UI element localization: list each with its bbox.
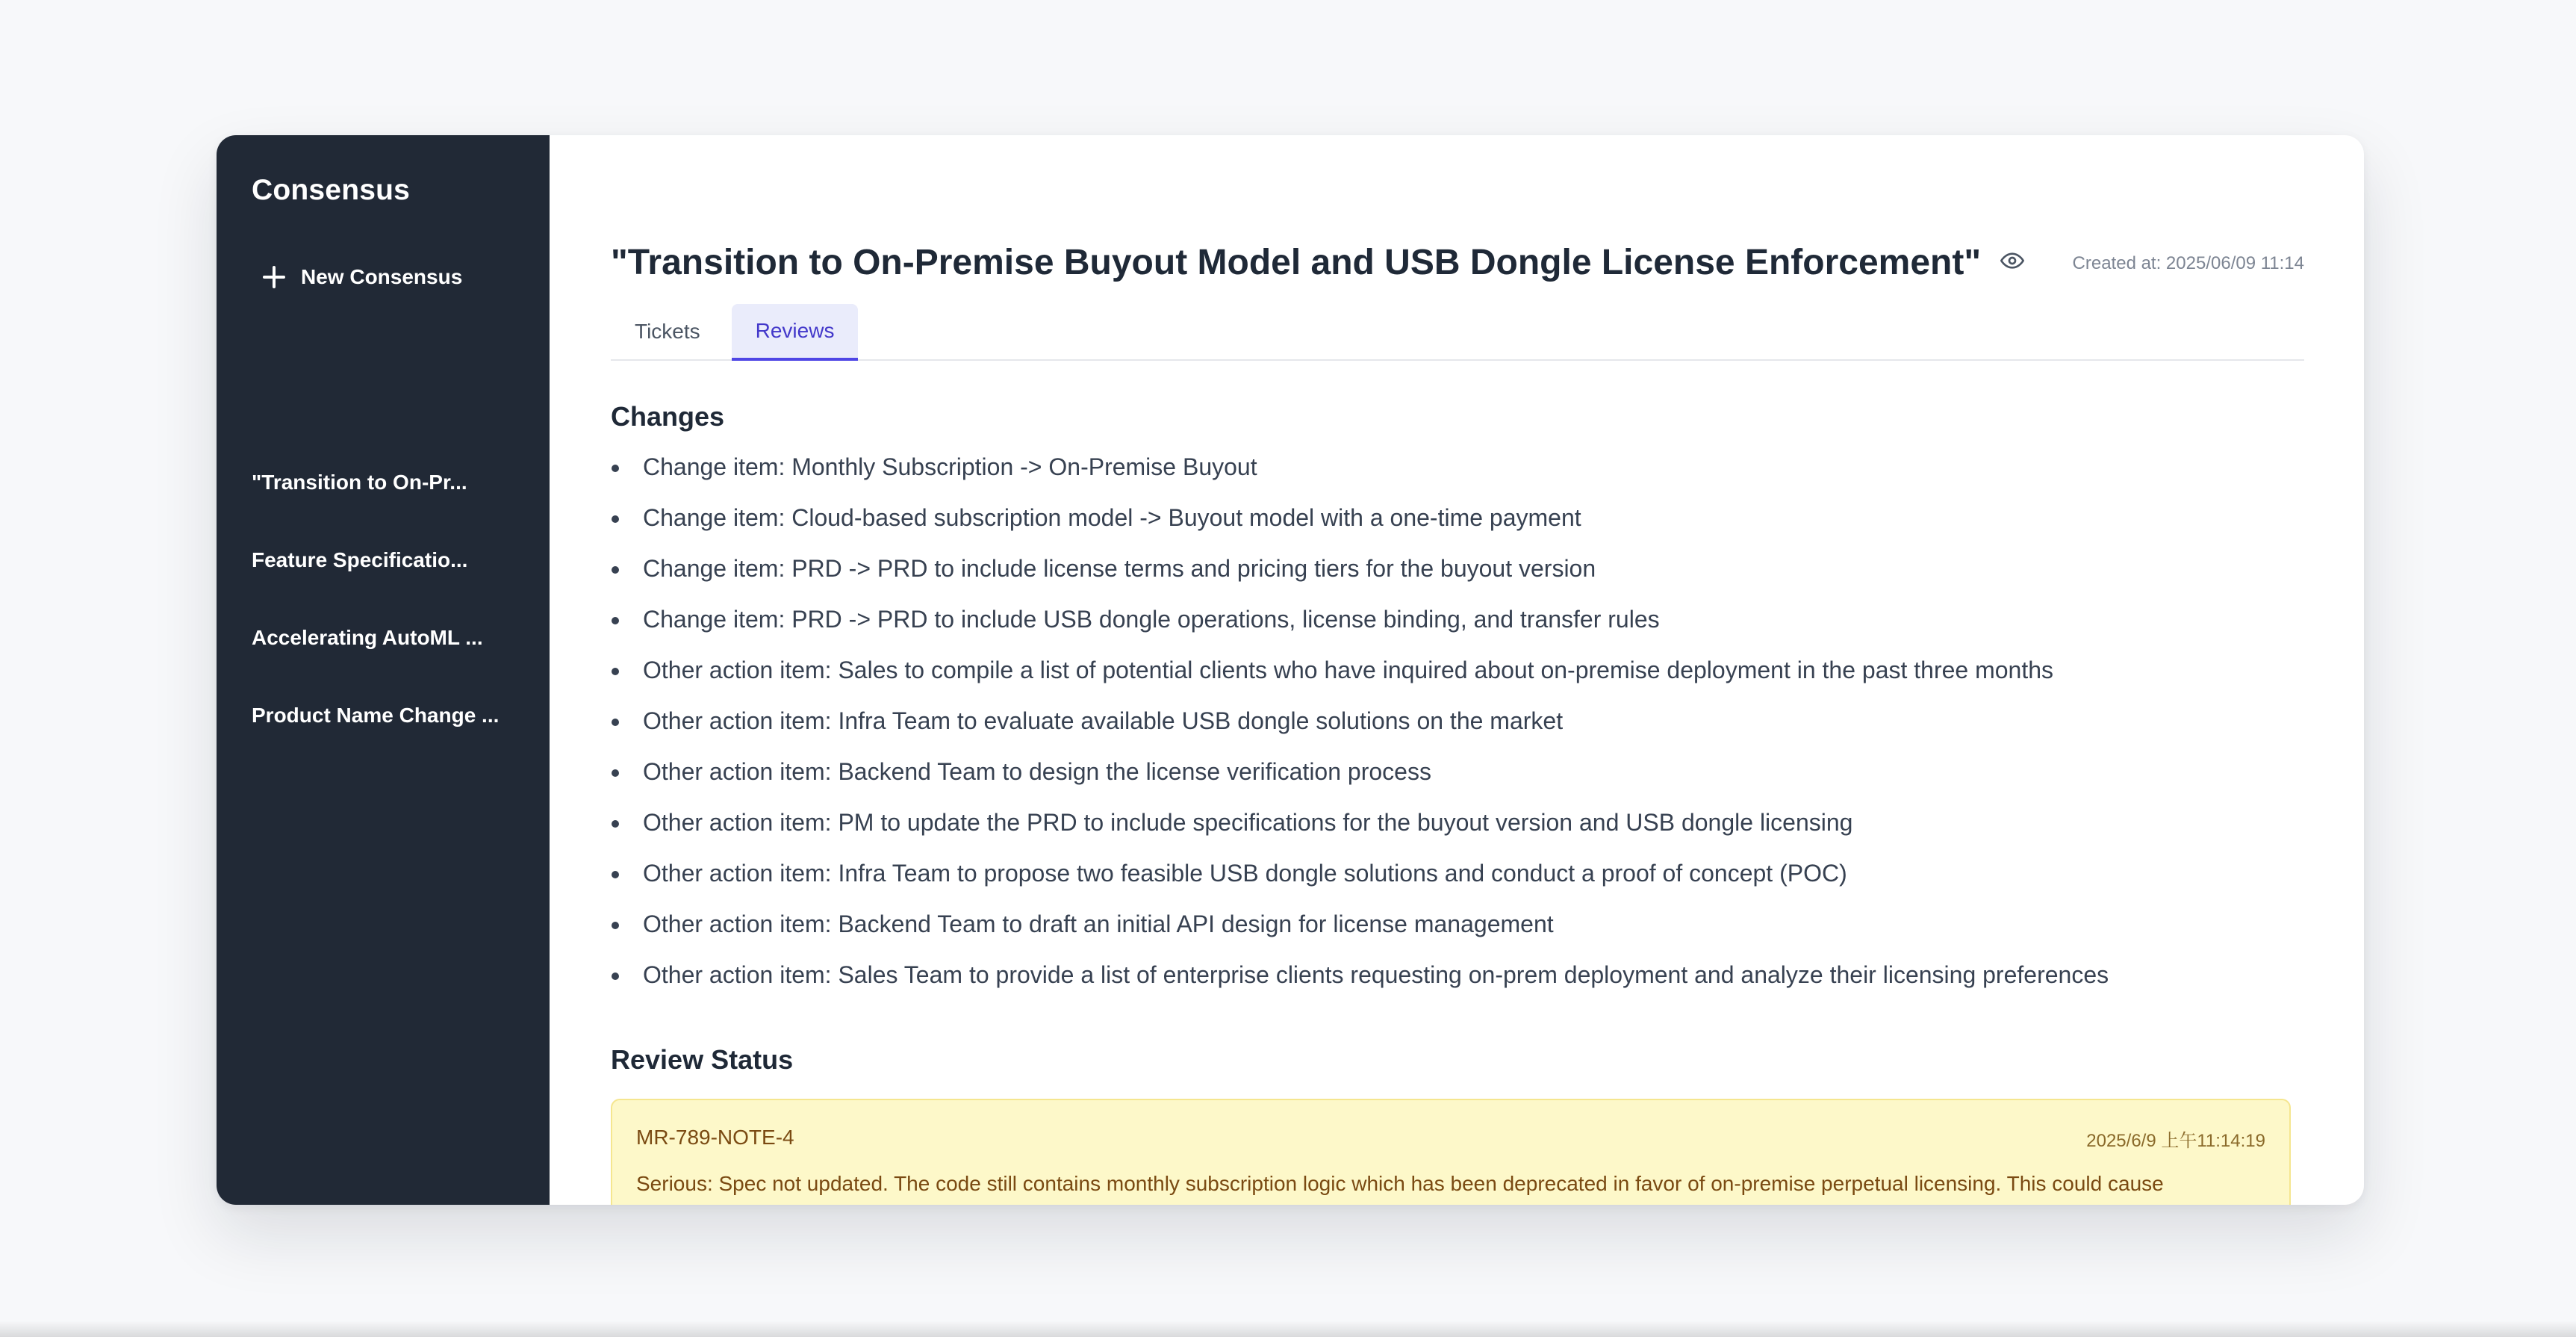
list-item: Other action item: Infra Team to evaluate available USB dongle solutions on the market — [611, 695, 2319, 746]
page-header — [611, 232, 2304, 292]
plus-icon — [261, 264, 287, 290]
list-item: Change item: Monthly Subscription -> On-Premise Buyout — [611, 441, 2319, 492]
review-card[interactable] — [611, 1099, 2291, 1205]
main-content — [550, 135, 2364, 1205]
bottom-shadow — [0, 1321, 2576, 1337]
page-title: "Transition to On-Premise Buyout Model and USB Dongle License Enforcement" — [611, 242, 1982, 282]
list-item: Change item: Cloud-based subscription model -> Buyout model with a one-time payment — [611, 492, 2319, 543]
app-title: Consensus — [252, 174, 411, 206]
list-item: Other action item: PM to update the PRD to include specifications for the buyout version and USB dongle licensing — [611, 797, 2319, 848]
list-item: Other action item: Sales to compile a list of potential clients who have inquired about on-premise deployment in the past three months — [611, 645, 2319, 695]
list-item: Other action item: Backend Team to draft an initial API design for license management — [611, 899, 2319, 949]
sidebar-item[interactable]: "Transition to On-Pr... — [252, 471, 467, 494]
tab-tickets[interactable]: Tickets — [635, 320, 700, 343]
app-window — [217, 135, 2364, 1205]
consensus-list — [252, 471, 528, 781]
review-status-heading: Review Status — [611, 1044, 794, 1075]
created-at: Created at: 2025/06/09 11:14 — [2072, 253, 2304, 273]
list-item: Change item: PRD -> PRD to include license terms and pricing tiers for the buyout version — [611, 543, 2319, 594]
review-body: Serious: Spec not updated. The code still contains monthly subscription logic which has been deprecated in favor of on-premise perpetual licensing. This could cause — [636, 1172, 2164, 1195]
tab-reviews[interactable]: Reviews — [732, 304, 859, 361]
sidebar-item[interactable]: Product Name Change ... — [252, 704, 500, 727]
list-item: Other action item: Sales Team to provide a list of enterprise clients requesting on-prem deployment and analyze their licensing preferences — [611, 949, 2319, 1000]
sidebar — [217, 135, 550, 1205]
list-item: Change item: PRD -> PRD to include USB dongle operations, license binding, and transfer rules — [611, 594, 2319, 645]
new-consensus-button[interactable] — [252, 255, 520, 300]
sidebar-item[interactable]: Feature Specificatio... — [252, 548, 468, 571]
tab-bar — [611, 301, 2304, 361]
review-id: MR-789-NOTE-4 — [636, 1126, 794, 1149]
eye-icon[interactable] — [2000, 249, 2024, 273]
changes-heading: Changes — [611, 401, 725, 432]
review-timestamp: 2025/6/9 上午11:14:19 — [2086, 1131, 2265, 1151]
list-item: Other action item: Infra Team to propose two feasible USB dongle solutions and conduct a proof of concept (POC) — [611, 848, 2319, 899]
sidebar-item[interactable]: Accelerating AutoML ... — [252, 626, 483, 649]
list-item: Other action item: Backend Team to design the license verification process — [611, 746, 2319, 797]
new-consensus-label: New Consensus — [301, 265, 463, 288]
changes-list — [611, 441, 2319, 1000]
